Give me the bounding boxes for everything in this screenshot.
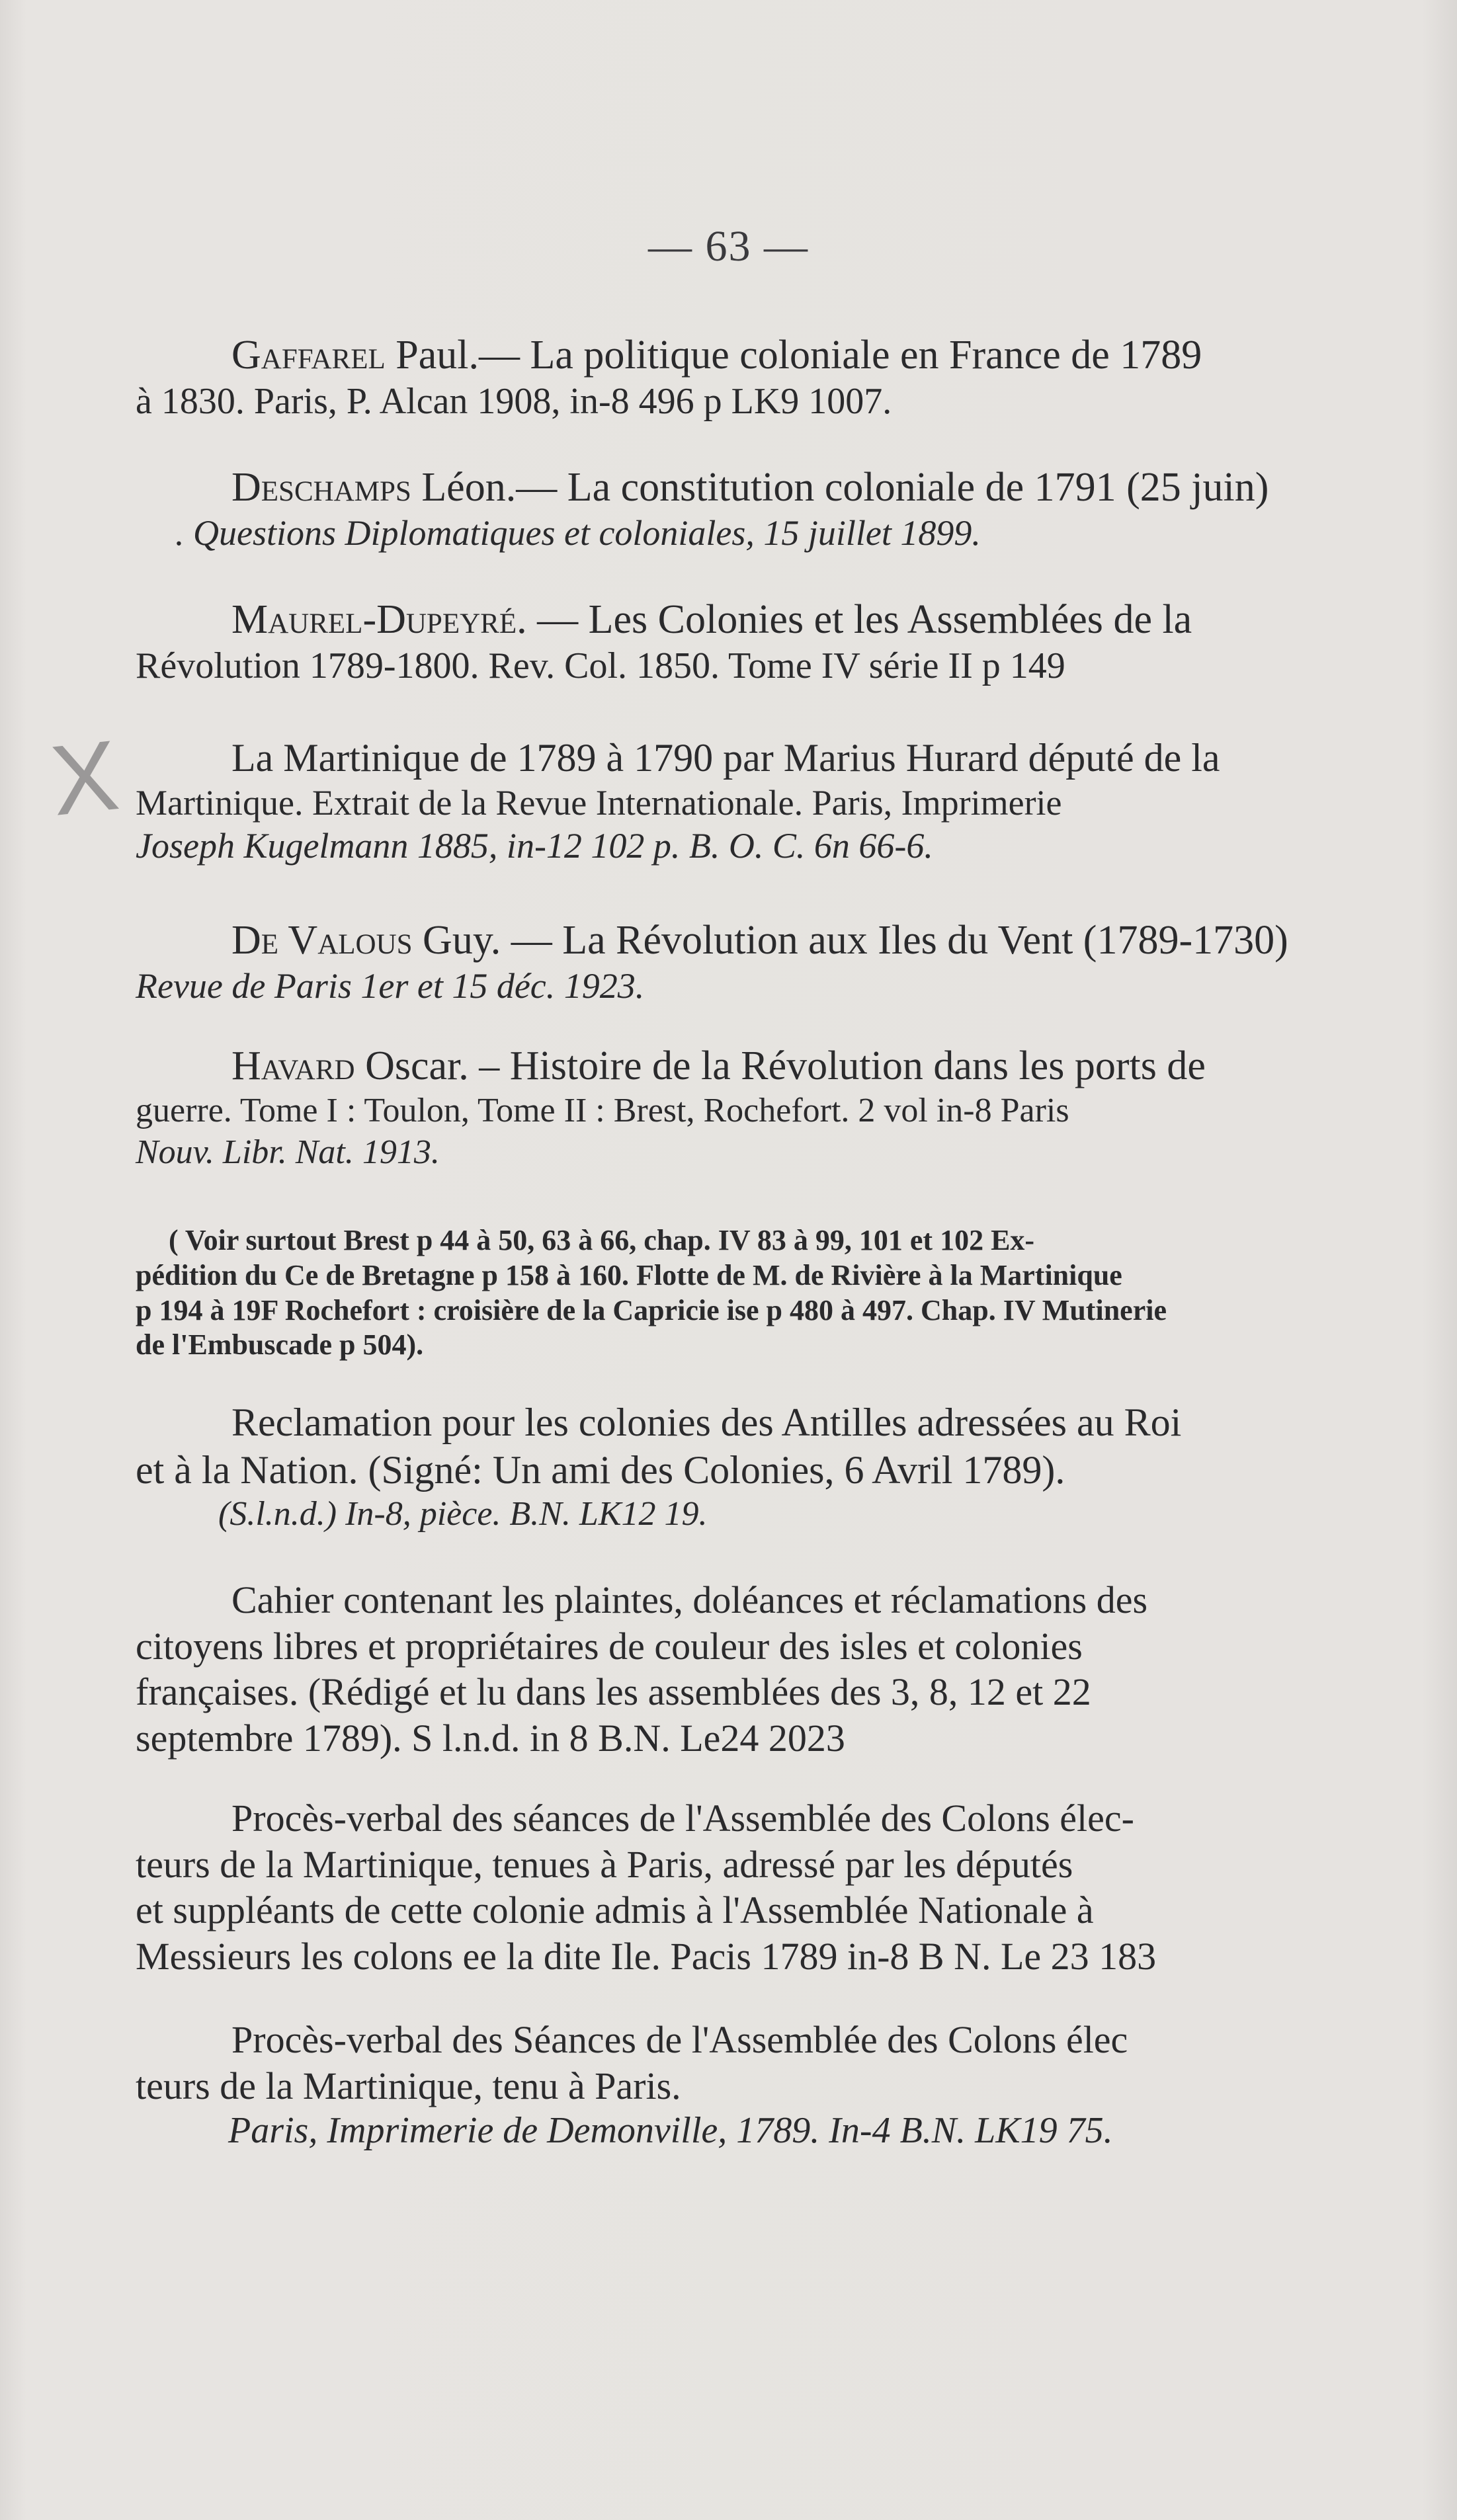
- entry-line: à 1830. Paris, P. Alcan 1908, in-8 496 p LK9 1007.: [136, 381, 892, 423]
- entry-line: Gaffarel Paul.— La politique coloniale en France de 1789: [231, 333, 1202, 378]
- bibliography-entry: [136, 916, 1319, 1008]
- entry-line: Havard Oscar. – Histoire de la Révolution dans les ports de: [231, 1043, 1206, 1088]
- entry-line: Cahier contenant les plaintes, doléances et réclamations des: [231, 1578, 1148, 1621]
- author-name: Havard: [231, 1043, 355, 1088]
- entry-line: et à la Nation. (Signé: Un ami des Colonies, 6 Avril 1789).: [136, 1448, 1065, 1492]
- entry-line: teurs de la Martinique, tenues à Paris, adressé par les députés: [136, 1842, 1073, 1886]
- bibliography-entry: [136, 734, 1319, 868]
- entry-line: Joseph Kugelmann 1885, in-12 102 p. B. O. C. 6n 66-6.: [136, 825, 933, 866]
- bibliography-entry: [136, 331, 1319, 425]
- entry-line: Martinique. Extrait de la Revue Internationale. Paris, Imprimerie: [136, 783, 1062, 823]
- author-name: Deschamps: [231, 465, 411, 510]
- bibliography-entry: [136, 595, 1319, 689]
- entry-line: Revue de Paris 1er et 15 déc. 1923.: [136, 966, 645, 1006]
- entry-line: Révolution 1789-1800. Rev. Col. 1850. Tome IV série II p 149: [136, 645, 1065, 687]
- note-line: de l'Embuscade p 504).: [136, 1328, 424, 1362]
- entry-line: Procès-verbal des séances de l'Assemblée des Colons élec-: [231, 1797, 1134, 1840]
- bibliography-entry: [136, 1577, 1319, 1761]
- bibliography-entry: [136, 1399, 1319, 1535]
- bibliography-entry: [136, 463, 1319, 555]
- author-name: Gaffarel: [231, 333, 386, 378]
- entry-line: (S.l.n.d.) In-8, pièce. B.N. LK12 19.: [218, 1495, 708, 1533]
- entry-line: Maurel-Dupeyré. — Les Colonies et les Assemblées de la: [231, 597, 1192, 642]
- author-name: De Valous: [231, 918, 413, 963]
- entry-line: Procès-verbal des Séances de l'Assemblée des Colons élec: [231, 2018, 1128, 2061]
- entry-line: Nouv. Libr. Nat. 1913.: [136, 1133, 440, 1171]
- bibliography-entry: [136, 1795, 1319, 1979]
- bibliography-note: [136, 1223, 1319, 1363]
- entry-line: La Martinique de 1789 à 1790 par Marius Hurard député de la: [231, 736, 1220, 780]
- entry-line: françaises. (Rédigé et lu dans les assemblées des 3, 8, 12 et 22: [136, 1670, 1091, 1714]
- note-line: pédition du Ce de Bretagne p 158 à 160. Flotte de M. de Rivière à la Martinique: [136, 1258, 1122, 1291]
- entry-line: Paris, Imprimerie de Demonville, 1789. In-4 B.N. LK19 75.: [228, 2110, 1113, 2152]
- bibliography-entry: [136, 2017, 1319, 2153]
- note-line: ( Voir surtout Brest p 44 à 50, 63 à 66, chap. IV 83 à 99, 101 et 102 Ex-: [169, 1224, 1035, 1256]
- entry-line: et suppléants de cette colonie admis à l'Assemblée Nationale à: [136, 1889, 1094, 1932]
- entry-line: Messieurs les colons ee la dite Ile. Pacis 1789 in-8 B N. Le 23 183: [136, 1934, 1157, 1978]
- page-number: — 63 —: [648, 222, 809, 270]
- entry-line: guerre. Tome I : Toulon, Tome II : Brest, Rochefort. 2 vol in-8 Paris: [136, 1092, 1069, 1130]
- margin-mark: X: [46, 719, 124, 836]
- note-line: p 194 à 19F Rochefort : croisière de la Capricie ise p 480 à 497. Chap. IV Mutinerie: [136, 1293, 1167, 1326]
- entry-line: septembre 1789). S l.n.d. in 8 B.N. Le24 2023: [136, 1716, 845, 1760]
- entry-line: De Valous Guy. — La Révolution aux Iles du Vent (1789-1730): [231, 918, 1288, 963]
- entry-line: teurs de la Martinique, tenu à Paris.: [136, 2064, 681, 2107]
- entry-line: Reclamation pour les colonies des Antilles adressées au Roi: [231, 1401, 1182, 1444]
- entry-line: citoyens libres et propriétaires de couleur des isles et colonies: [136, 1624, 1083, 1668]
- bibliography-entry: [136, 1041, 1319, 1173]
- entry-line: . Questions Diplomatiques et coloniales, 15 juillet 1899.: [175, 513, 981, 553]
- entry-line: Deschamps Léon.— La constitution coloniale de 1791 (25 juin): [231, 465, 1269, 510]
- author-name: Maurel-Dupeyré.: [231, 597, 527, 642]
